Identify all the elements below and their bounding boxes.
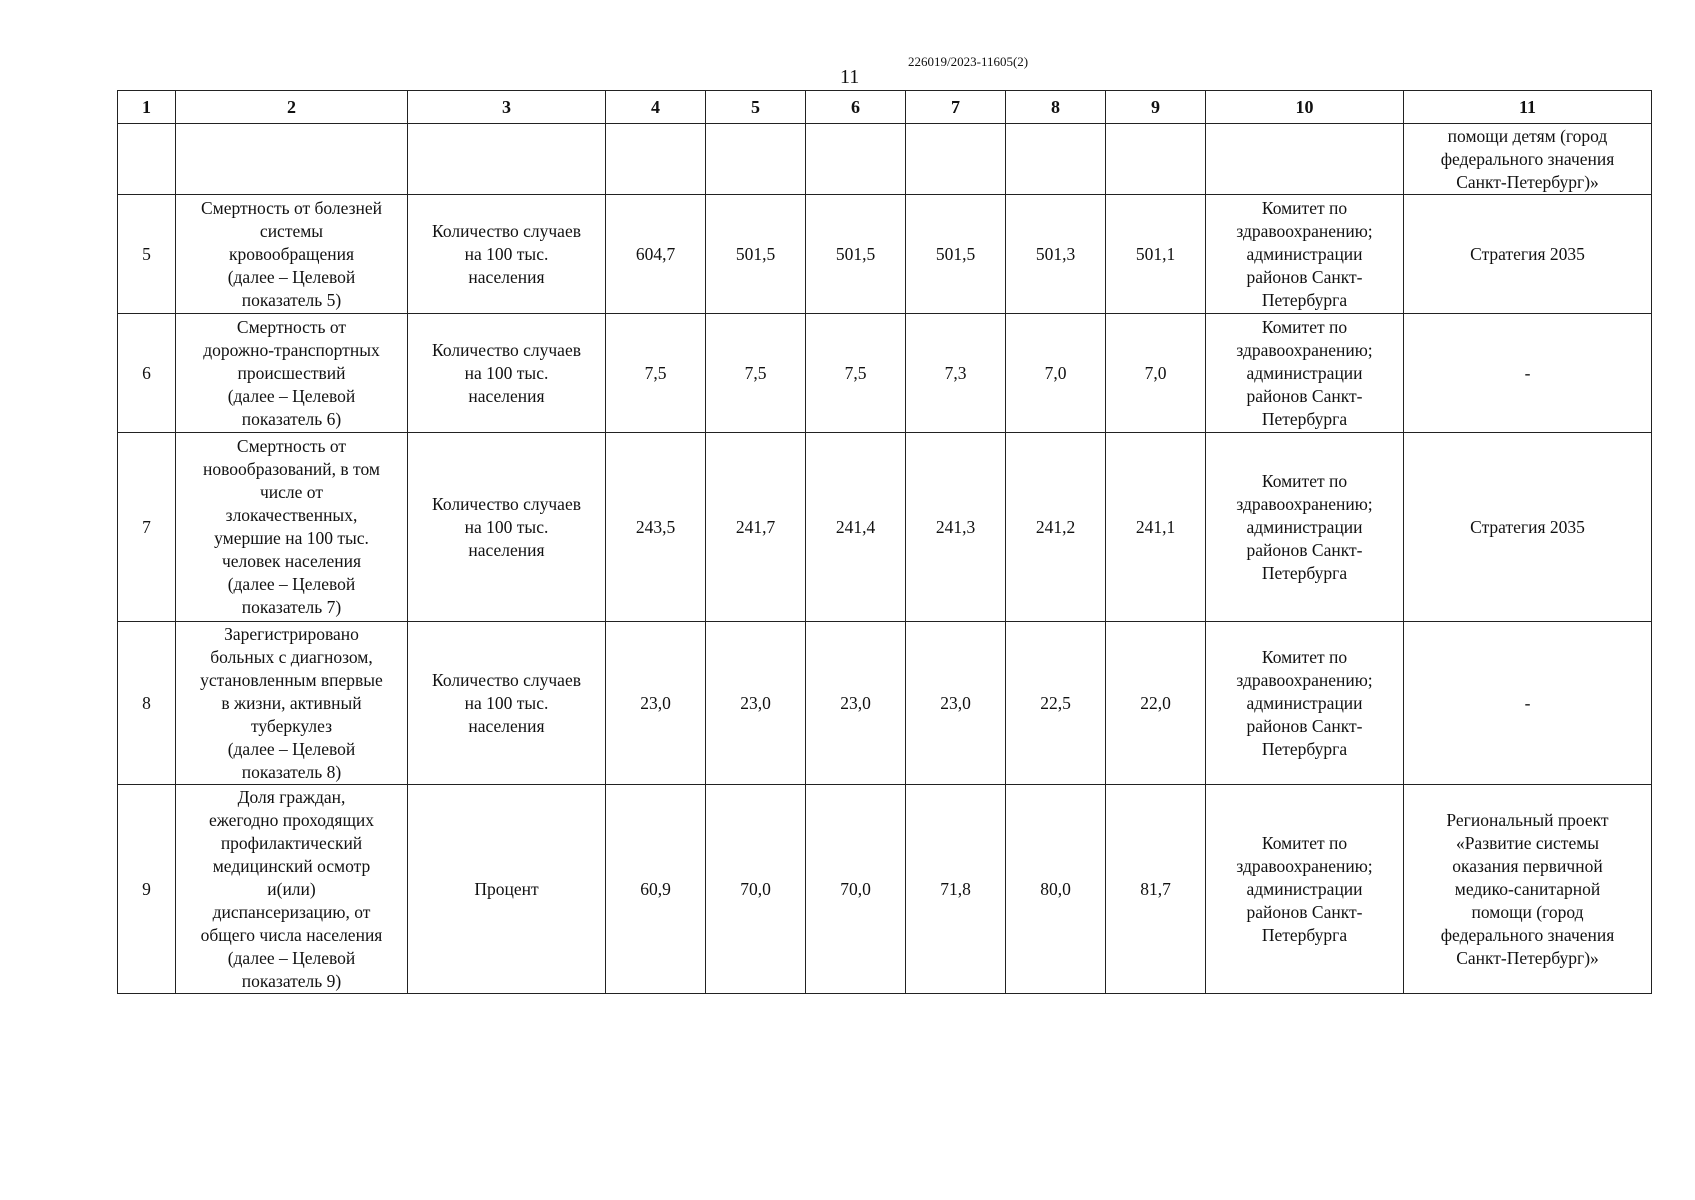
value-cell: 7,5 (806, 314, 906, 433)
value-cell: 241,1 (1106, 433, 1206, 622)
unit-cell (408, 433, 606, 622)
table-cell (118, 124, 176, 195)
column-header: 9 (1106, 91, 1206, 124)
source-cell (1404, 314, 1652, 433)
table-cell (606, 124, 706, 195)
table-cell (1006, 124, 1106, 195)
column-header: 6 (806, 91, 906, 124)
value-cell: 7,3 (906, 314, 1006, 433)
value-cell: 22,5 (1006, 622, 1106, 785)
responsible-cell (1206, 314, 1404, 433)
table-cell (706, 124, 806, 195)
column-header: 7 (906, 91, 1006, 124)
responsible-text: Комитет по здравоохранению; администрации районов Санкт- Петербурга (1236, 197, 1373, 310)
table-row-continuation (118, 124, 1652, 195)
source-text: - (1524, 692, 1531, 713)
responsible-text: Комитет по здравоохранению; администрации районов Санкт- Петербурга (1236, 470, 1373, 583)
document-registration-number: 226019/2023-11605(2) (908, 54, 1029, 69)
value-cell: 23,0 (706, 622, 806, 785)
value-cell: 60,9 (606, 785, 706, 994)
row-number-cell: 8 (118, 622, 176, 785)
value-cell: 81,7 (1106, 785, 1206, 994)
source-cell (1404, 124, 1652, 195)
table-cell (1206, 124, 1404, 195)
indicator-name-cell (176, 785, 408, 994)
source-cell (1404, 622, 1652, 785)
row-number-cell: 7 (118, 433, 176, 622)
value-cell: 7,0 (1006, 314, 1106, 433)
indicator-name: Доля граждан, ежегодно проходящих профилактический медицинский осмотр и(или) диспансеризацию, от общего числа населения (далее – Целевой показатель 9) (200, 786, 383, 991)
unit-text: Количество случаев на 100 тыс. населения (432, 339, 581, 406)
column-header: 3 (408, 91, 606, 124)
source-text: Региональный проект «Развитие системы оказания первичной медико-санитарной помощи (город федерального значения Санкт-Петербург)» (1440, 809, 1615, 968)
table-row (118, 314, 1652, 433)
indicator-name: Смертность от дорожно-транспортных происшествий (далее – Целевой показатель 6) (203, 316, 380, 429)
responsible-cell (1206, 622, 1404, 785)
value-cell: 604,7 (606, 195, 706, 314)
indicators-table (117, 90, 1652, 994)
page-number: 11 (840, 66, 860, 88)
value-cell: 80,0 (1006, 785, 1106, 994)
table-cell (906, 124, 1006, 195)
source-text: помощи детям (город федерального значения Санкт-Петербург)» (1440, 125, 1615, 192)
value-cell: 70,0 (806, 785, 906, 994)
value-cell: 7,5 (606, 314, 706, 433)
unit-cell (408, 195, 606, 314)
indicator-name-cell (176, 314, 408, 433)
source-cell (1404, 433, 1652, 622)
value-cell: 501,1 (1106, 195, 1206, 314)
table-cell (806, 124, 906, 195)
column-header: 5 (706, 91, 806, 124)
indicator-name-cell (176, 433, 408, 622)
value-cell: 22,0 (1106, 622, 1206, 785)
value-cell: 71,8 (906, 785, 1006, 994)
indicator-name: Смертность от болезней системы кровообращения (далее – Целевой показатель 5) (200, 197, 383, 310)
source-cell (1404, 785, 1652, 994)
source-cell (1404, 195, 1652, 314)
source-text: - (1524, 362, 1531, 383)
column-header: 4 (606, 91, 706, 124)
value-cell: 23,0 (806, 622, 906, 785)
value-cell: 501,5 (706, 195, 806, 314)
responsible-cell (1206, 433, 1404, 622)
table-row (118, 195, 1652, 314)
responsible-text: Комитет по здравоохранению; администрации районов Санкт- Петербурга (1236, 316, 1373, 429)
indicator-name: Зарегистрировано больных с диагнозом, установленным впервые в жизни, активный туберкулез (далее – Целевой показатель 8) (200, 623, 383, 782)
unit-text: Количество случаев на 100 тыс. населения (432, 669, 581, 736)
value-cell: 501,3 (1006, 195, 1106, 314)
indicator-name-cell (176, 195, 408, 314)
table-cell (408, 124, 606, 195)
value-cell: 243,5 (606, 433, 706, 622)
table-cell (176, 124, 408, 195)
unit-cell (408, 785, 606, 994)
row-number-cell: 6 (118, 314, 176, 433)
table-row (118, 433, 1652, 622)
indicator-name-cell (176, 622, 408, 785)
table-row (118, 622, 1652, 785)
column-header: 2 (176, 91, 408, 124)
unit-text: Количество случаев на 100 тыс. населения (432, 493, 581, 560)
column-header: 1 (118, 91, 176, 124)
row-number-cell: 9 (118, 785, 176, 994)
value-cell: 241,7 (706, 433, 806, 622)
unit-cell (408, 314, 606, 433)
value-cell: 23,0 (906, 622, 1006, 785)
source-text: Стратегия 2035 (1470, 516, 1585, 537)
responsible-text: Комитет по здравоохранению; администрации районов Санкт- Петербурга (1236, 832, 1373, 945)
column-header: 10 (1206, 91, 1404, 124)
table-row (118, 785, 1652, 994)
table-cell (1106, 124, 1206, 195)
value-cell: 501,5 (806, 195, 906, 314)
value-cell: 23,0 (606, 622, 706, 785)
responsible-cell (1206, 195, 1404, 314)
value-cell: 7,5 (706, 314, 806, 433)
unit-text: Процент (474, 878, 539, 899)
indicator-name: Смертность от новообразований, в том числе от злокачественных, умершие на 100 тыс. человек населения (далее – Целевой показатель 7) (203, 436, 380, 617)
value-cell: 241,4 (806, 433, 906, 622)
value-cell: 241,2 (1006, 433, 1106, 622)
table-header-row (118, 91, 1652, 124)
value-cell: 501,5 (906, 195, 1006, 314)
value-cell: 70,0 (706, 785, 806, 994)
unit-cell (408, 622, 606, 785)
row-number-cell: 5 (118, 195, 176, 314)
unit-text: Количество случаев на 100 тыс. населения (432, 220, 581, 287)
responsible-text: Комитет по здравоохранению; администрации районов Санкт- Петербурга (1236, 646, 1373, 759)
value-cell: 7,0 (1106, 314, 1206, 433)
value-cell: 241,3 (906, 433, 1006, 622)
column-header: 11 (1404, 91, 1652, 124)
source-text: Стратегия 2035 (1470, 243, 1585, 264)
responsible-cell (1206, 785, 1404, 994)
column-header: 8 (1006, 91, 1106, 124)
